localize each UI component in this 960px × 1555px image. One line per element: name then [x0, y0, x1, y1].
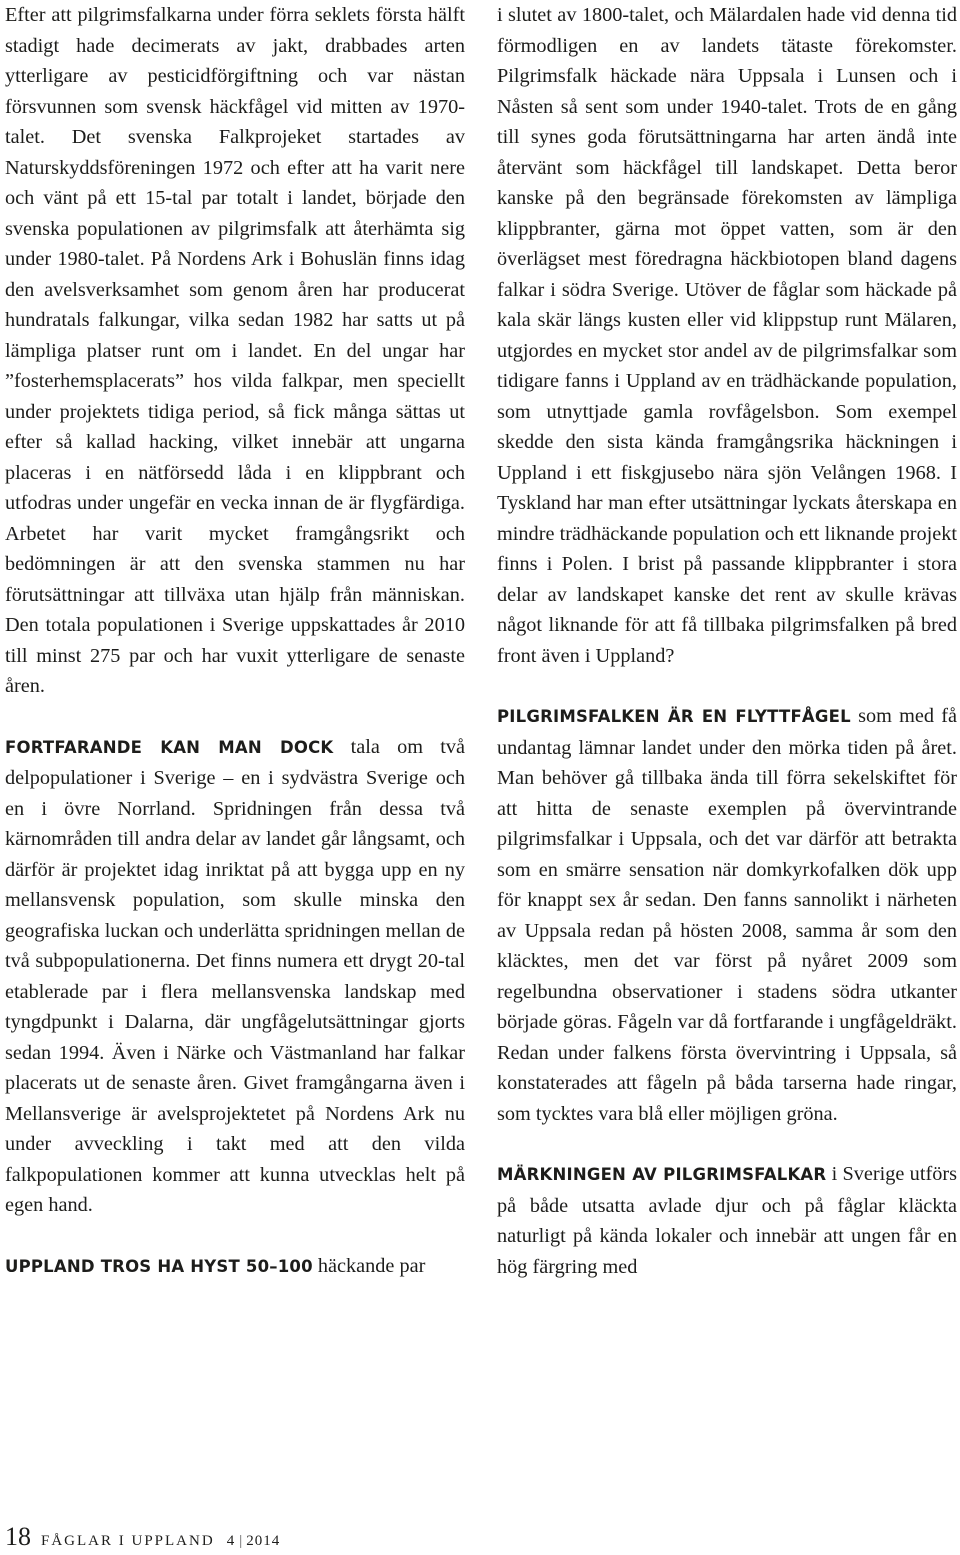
- paragraph: [5, 732, 465, 1221]
- paragraph-body: häckande par: [312, 1254, 426, 1277]
- paragraph-body: tala om två delpopulationer i Sverige – en i sydvästra Sverige och en i övre Norrland. Spridningen från dessa två kärnområden till andra delar av landet går långsamt, och därför är projektet idag inriktat på att bygga upp en ny mellansvensk population, som skulle minska den geografiska luckan och underlätta spridningen mellan de två subpopulationerna. Det finns numera ett drygt 20-tal etablerade par i flera mellansvenska landskap med tyngdpunkt i Dalarna, där ungfågelutsättningar gjorts sedan 1994. Även i Närke och Västmanland har falkar placerats ut de senaste åren. Givet framgångarna även i Mellansverige är avelsprojektetet på Nordens Ark nu under avveckling i takt med att den vilda falkpopulationen kommer att kunna utvecklas helt på egen hand.: [5, 735, 465, 1216]
- paragraph-lead-in: PILGRIMSFALKEN ÄR EN FLYTTFÅGEL: [497, 707, 851, 726]
- paragraph-lead-in: MÄRKNINGEN AV PILGRIMSFALKAR: [497, 1165, 827, 1184]
- paragraph: i slutet av 1800-talet, och Mälardalen hade vid denna tid förmodligen en av landets tätaste förekomster. Pilgrimsfalk häckade nära Uppsala i Lunsen och i Nåsten så sent som under 1940-talet. Trots de en gång till synes goda förutsättningarna har arten ändå inte återvänt som häckfågel till landskapet. Detta beror kanske på den begränsade förekomsten av lämpliga klippbranter, gärna mot öppet vatten, som är den överlägset mest föredragna häckbiotopen bland dagens falkar i södra Sverige. Utöver de fåglar som häckade på kala skär längs kusten eller vid klippstup runt Mälaren, utgjordes en mycket stor andel av de pilgrimsfalkar som tidigare fanns i Uppland av en trädhäckande population, som utnyttjade gamla rovfågelsbon. Som exempel skedde den sista kända framgångsrika häckningen i Uppland i ett fiskgjusebo nära sjön Velången 1968. I Tyskland har man efter utsättningar lyckats återskapa en mindre trädhäckande population och ett liknande projekt finns i Polen. I brist på passande klippbranter i stora delar av landskapet kanske det rent av skulle krävas något liknande för att få tillbaka pilgrimsfalken på bred front även i Uppland?: [497, 4, 957, 667]
- paragraph: [497, 701, 957, 1129]
- paragraph-body: som med få undantag lämnar landet under den mörka tiden på året. Man behöver gå tillbaka ända till förra sekelskiftet för att hitta de senaste exemplen på övervintrande pilgrimsfalkar i Uppsala, och det var därför att betrakta som en smärre sensation när domkyrkofalken dök upp för knappt sex år sedan. Den fanns sannolikt i närheten av Uppsala redan på hösten 2008, samma år som den kläcktes, men det var först på nyåret 2009 som regelbundna observationer i stadens södra utkanter började göras. Fågeln var då fortfarande i ungfågeldräkt. Redan under falkens första övervintring i Uppsala, så konstaterades att fågeln på båda tarserna hade ringar, som tycktes vara blå eller möjligen gröna.: [497, 705, 957, 1125]
- right-column: [497, 0, 957, 1282]
- paragraph-lead-in: FORTFARANDE KAN MAN DOCK: [5, 737, 334, 757]
- issue-number: 4: [226, 1533, 236, 1549]
- footer-separator: |: [239, 1533, 243, 1549]
- left-column: [5, 0, 465, 1282]
- paragraph: [5, 1251, 465, 1283]
- paragraph-lead-in: UPPLAND TROS HA HYST 50–100: [5, 1256, 313, 1276]
- paragraph-body: i Sverige utförs på både utsatta avlade djur och på fåglar kläckta naturligt på kända lokaler och innebär att ungen får en hög färgring med: [497, 1163, 957, 1278]
- paragraph: Efter att pilgrimsfalkarna under förra seklets första hälft stadigt hade decimerats av jakt, drabbades arten ytterligare av pesticidförgiftning och var nästan försvunnen som svensk häckfågel vid mitten av 1970-talet. Det svenska Falkprojeket startades av Naturskyddsföreningen 1972 och efter att ha varit nere och vänt på ett 15-tal par totalt i landet, började den svenska populationen av pilgrimsfalk att återhämta sig under 1980-talet. På Nordens Ark i Bohuslän finns idag den avelsverksamhet som genom åren har producerat hundratals falkungar, vilka sedan 1982 har satts ut på lämpliga platser runt om i landet. En del ungar har ”fosterhemsplacerats” hos vilda falkpar, men speciellt under projektets tidiga period, så fick många sättas ut efter så kallad hacking, vilket innebär att ungarna placeras i en nätförsedd låda i en klippbrant och utfodras under ungefär en vecka innan de är flygfärdiga. Arbetet har varit mycket framgångsrikt och bedömningen är att den svenska stammen nu har förutsättningar att tillväxa utan hjälp från människan. Den totala populationen i Sverige uppskattades år 2010 till minst 275 par och har vuxit ytterligare de senaste åren.: [5, 4, 465, 697]
- magazine-title: FÅGLAR I UPPLAND: [41, 1533, 215, 1549]
- page-footer: [5, 1522, 280, 1552]
- paragraph: [497, 1159, 957, 1282]
- page-number: 18: [5, 1522, 31, 1551]
- issue-year: 2014: [246, 1533, 281, 1549]
